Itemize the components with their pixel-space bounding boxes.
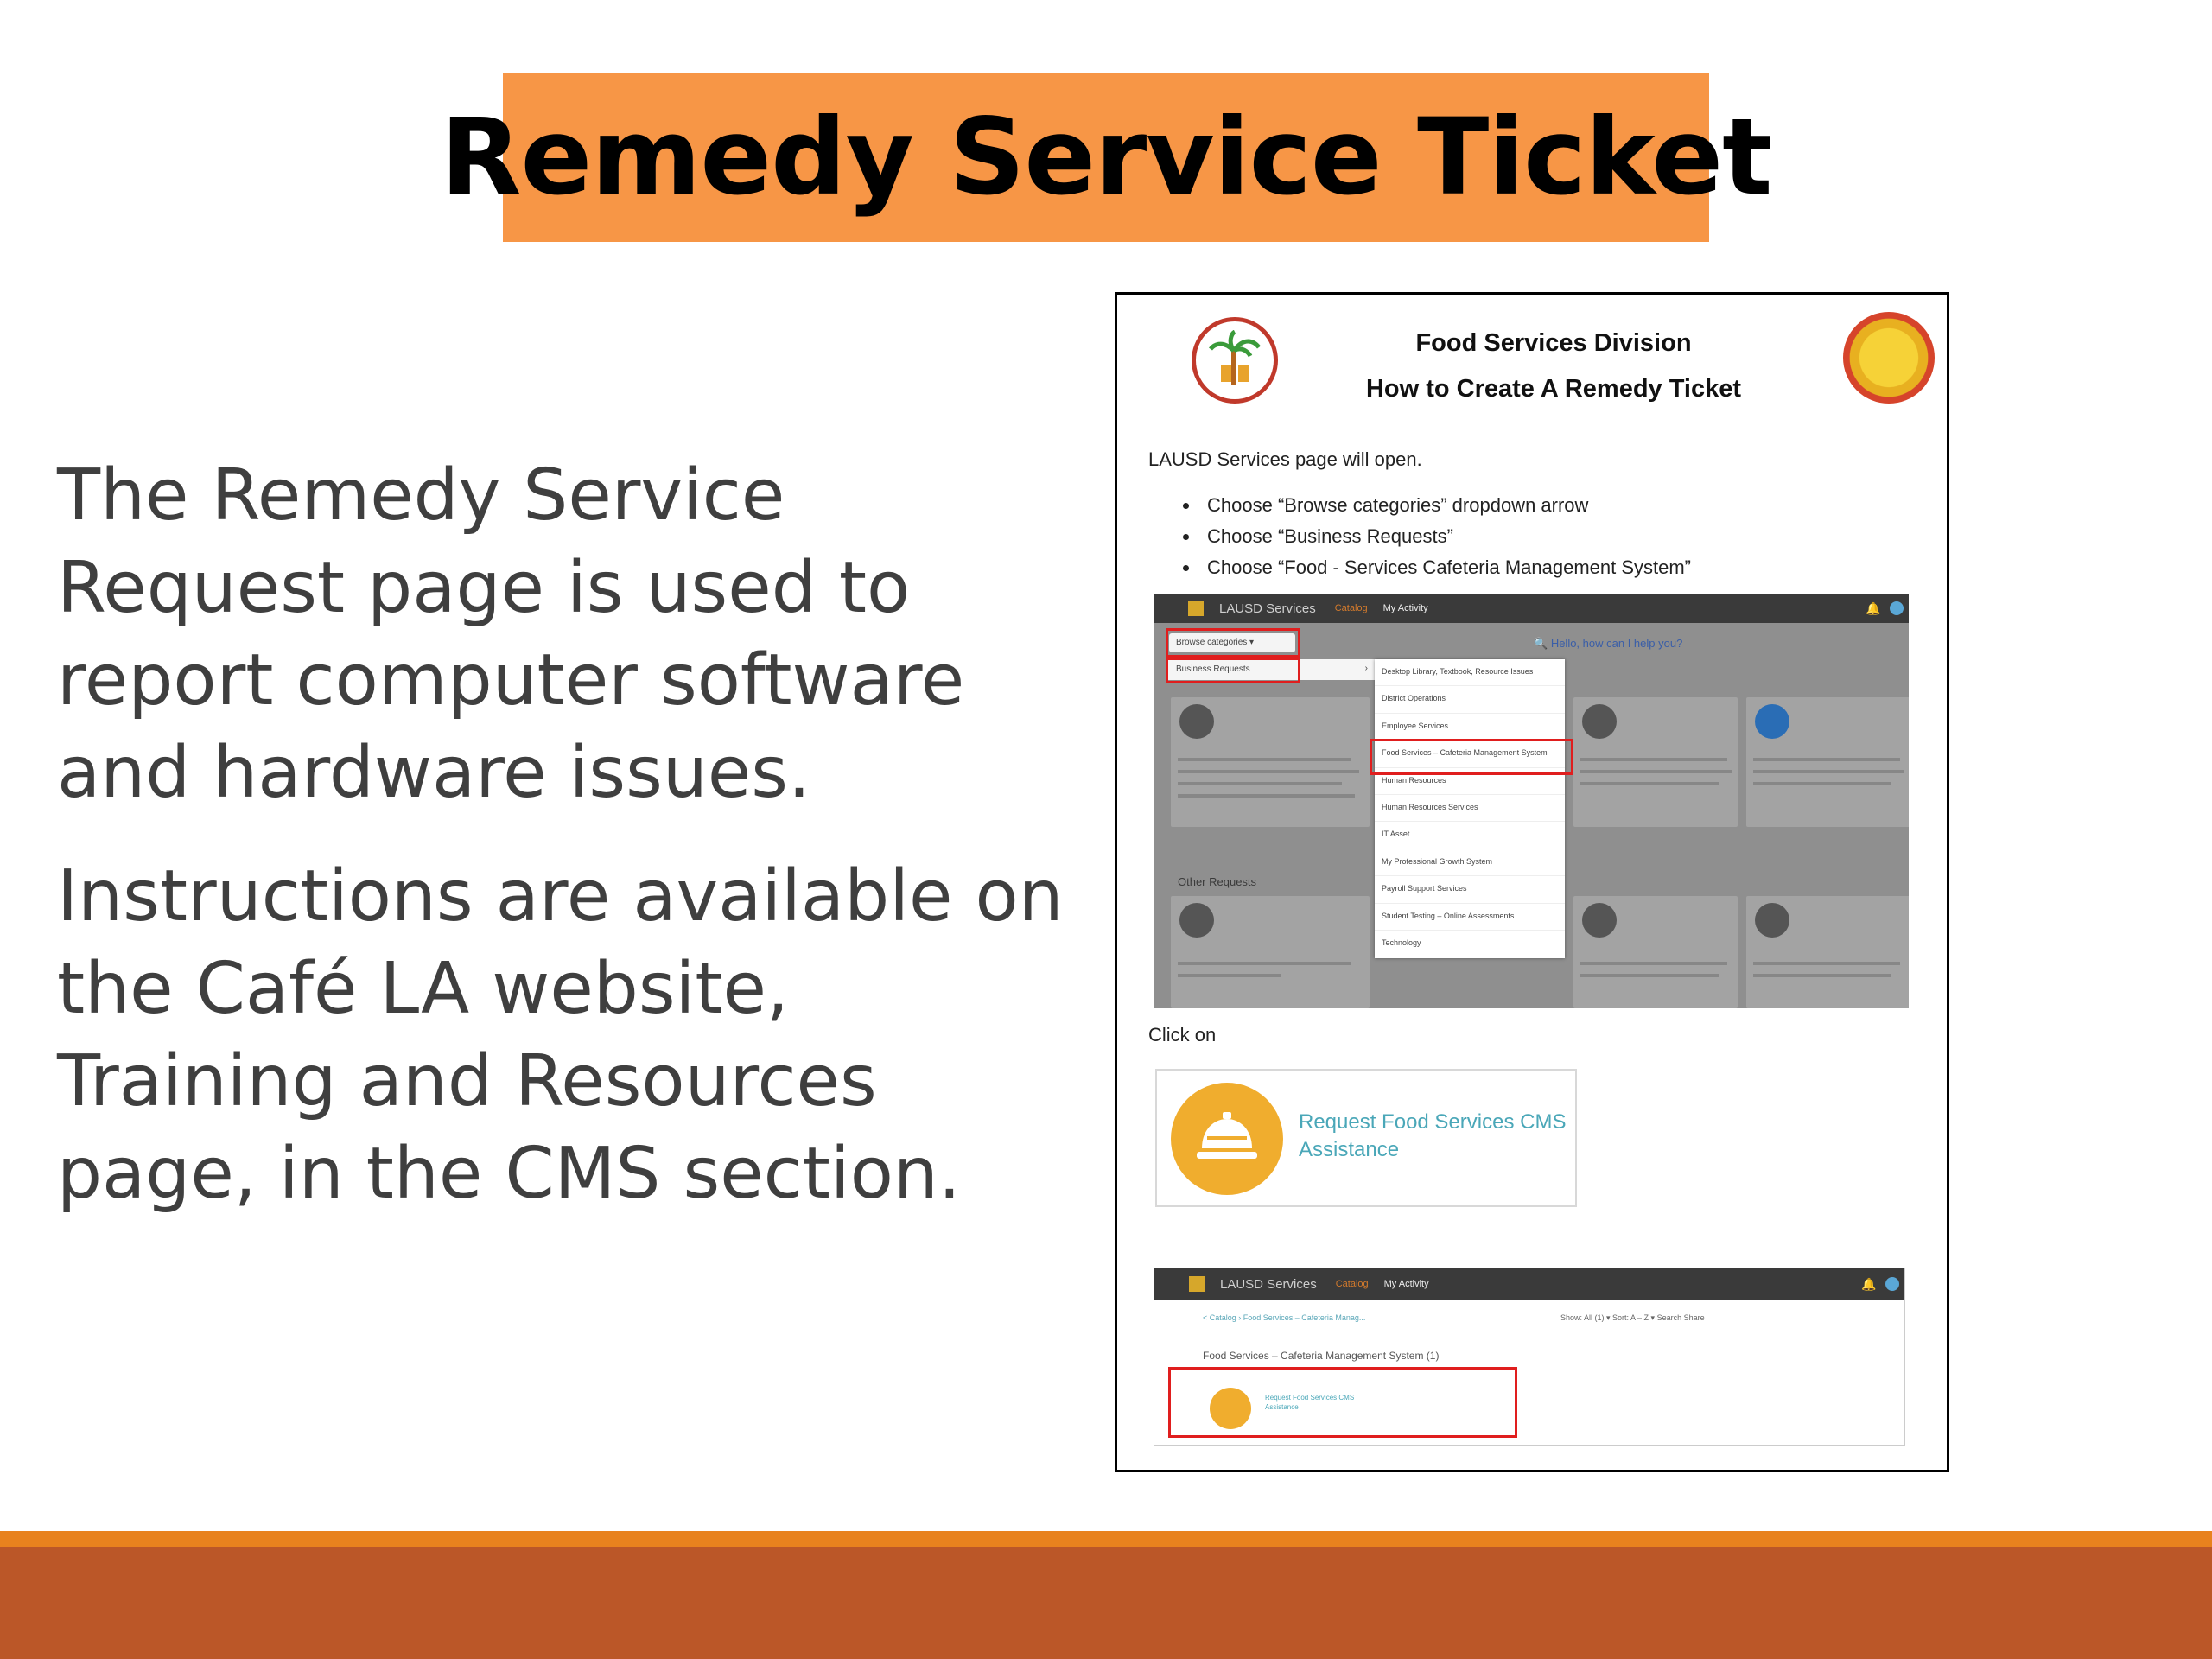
- tab-catalog[interactable]: Catalog: [1334, 603, 1368, 613]
- tab-catalog[interactable]: Catalog: [1335, 1279, 1369, 1289]
- computer-icon: [1179, 704, 1214, 739]
- app-logo-icon: [1189, 1276, 1205, 1292]
- slide-paragraph-2: Instructions are available on the Café LA website, Training and Resources page, in the CMS section.: [57, 855, 1064, 1215]
- food-services-catalog-screenshot: [1154, 1268, 1905, 1446]
- search-hint-text: Hello, how can I help you?: [1550, 637, 1683, 650]
- hotspot-icon: [1582, 704, 1617, 739]
- document-heading-line2: How to Create A Remedy Ticket: [1365, 375, 1742, 403]
- bell-icon[interactable]: 🔔: [1866, 601, 1881, 615]
- submenu-item[interactable]: Technology: [1375, 931, 1565, 957]
- submenu-item[interactable]: IT Asset: [1375, 822, 1565, 849]
- app-name: LAUSD Services: [1219, 601, 1316, 616]
- bullet-item: • Choose “Browse categories” dropdown arrow: [1200, 490, 1691, 521]
- bell-icon[interactable]: 🔔: [1861, 1277, 1877, 1291]
- submenu-item-food-services[interactable]: Food Services – Cafeteria Management System: [1375, 741, 1565, 767]
- business-requests-submenu: [1375, 659, 1565, 958]
- app-logo-icon: [1188, 601, 1204, 616]
- submenu-item[interactable]: Desktop Library, Textbook, Resource Issues: [1375, 659, 1565, 686]
- service-card[interactable]: [1171, 697, 1370, 827]
- highlight-browse-categories: [1166, 628, 1300, 658]
- chevron-right-icon: ›: [1364, 664, 1368, 673]
- service-card[interactable]: [1171, 896, 1370, 1008]
- service-card[interactable]: [1746, 697, 1909, 827]
- search-icon: 🔍: [1534, 637, 1551, 650]
- submenu-item[interactable]: Payroll Support Services: [1375, 876, 1565, 903]
- request-cms-tile[interactable]: [1155, 1069, 1577, 1207]
- bullet-item: • Choose “Business Requests”: [1200, 521, 1691, 552]
- breadcrumb[interactable]: < Catalog › Food Services – Cafeteria Manag...: [1203, 1313, 1366, 1322]
- salary-icon: [1179, 903, 1214, 938]
- service-card[interactable]: [1573, 697, 1738, 827]
- service-card[interactable]: [1746, 896, 1909, 1008]
- other-requests-label: Other Requests: [1178, 875, 1257, 888]
- tab-my-activity[interactable]: My Activity: [1382, 603, 1428, 613]
- footer-bar: [0, 1547, 2212, 1659]
- service-card[interactable]: [1573, 896, 1738, 1008]
- mini-tile-label: Request Food Services CMS Assistance: [1265, 1394, 1355, 1411]
- tab-my-activity[interactable]: My Activity: [1383, 1279, 1429, 1289]
- document-bullets: [1174, 490, 1691, 583]
- menu-item-label: Business Requests: [1176, 664, 1250, 674]
- catalog-filters[interactable]: Show: All (1) ▾ Sort: A – Z ▾ Search Share: [1560, 1313, 1705, 1322]
- avatar[interactable]: [1885, 1277, 1899, 1291]
- lausd-services-screenshot: [1154, 594, 1909, 1008]
- service-bell-icon: [1171, 1083, 1283, 1195]
- chevron-down-icon: ▾: [1249, 638, 1255, 647]
- document-icon: [1582, 903, 1617, 938]
- submenu-item[interactable]: Human Resources Services: [1375, 795, 1565, 822]
- bullet-item: • Choose “Food - Services Cafeteria Management System”: [1200, 552, 1691, 583]
- add-device-icon: [1755, 704, 1789, 739]
- submenu-item[interactable]: Student Testing – Online Assessments: [1375, 904, 1565, 931]
- app-name: LAUSD Services: [1220, 1276, 1317, 1292]
- highlight-cms-tile: [1168, 1367, 1517, 1438]
- browse-categories-label: Browse categories: [1176, 638, 1248, 647]
- highlight-business-requests: [1166, 658, 1300, 683]
- lausd-seal-logo: [1843, 312, 1935, 404]
- submenu-item[interactable]: Employee Services: [1375, 714, 1565, 741]
- slide-title-box: [440, 73, 1772, 242]
- search-hint[interactable]: [1534, 637, 1682, 651]
- dollar-icon: [1755, 903, 1789, 938]
- result-title: Food Services – Cafeteria Management System (1): [1203, 1350, 1440, 1362]
- submenu-item[interactable]: District Operations: [1375, 686, 1565, 713]
- app-topbar: [1154, 1268, 1904, 1300]
- highlight-food-services: [1370, 739, 1573, 775]
- footer-accent-bar: [0, 1531, 2212, 1547]
- avatar[interactable]: [1890, 601, 1904, 615]
- document-heading: [1290, 321, 1817, 412]
- slide-body: [57, 449, 1085, 1251]
- click-on-label: Click on: [1148, 1024, 1217, 1046]
- palm-tree-icon: [1209, 330, 1261, 391]
- slide-title: Remedy Service Ticket: [440, 96, 1772, 219]
- cafe-la-logo: [1192, 317, 1278, 404]
- document-intro: LAUSD Services page will open.: [1148, 448, 1422, 470]
- request-cms-label: Request Food Services CMS Assistance: [1299, 1110, 1567, 1161]
- slide-paragraph-1: The Remedy Service Request page is used to report computer software and hardware issues.: [57, 454, 965, 814]
- submenu-item[interactable]: My Professional Growth System: [1375, 849, 1565, 876]
- app-topbar: [1154, 594, 1909, 623]
- instruction-document: [1115, 292, 1949, 1472]
- submenu-item[interactable]: Human Resources: [1375, 768, 1565, 795]
- document-heading-line1: Food Services Division: [1415, 329, 1692, 357]
